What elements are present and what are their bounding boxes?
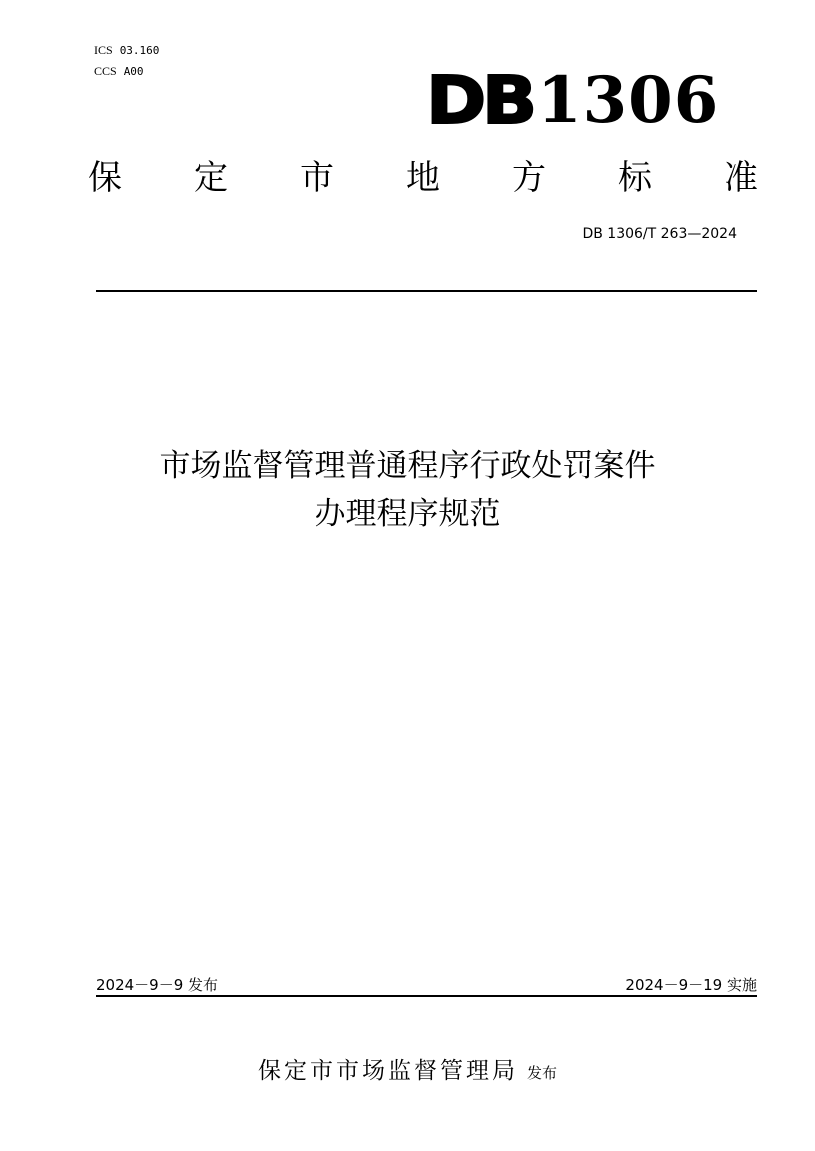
ics-row [94,40,159,61]
dates-row [96,974,757,995]
bottom-divider [96,995,757,997]
title-line-1: 市场监督管理普通程序行政处罚案件 [159,448,656,484]
publisher-suffix: 发布 [527,1064,558,1082]
ics-value: 03.160 [119,44,160,57]
standard-type-char: 准 [724,158,758,198]
standard-type-char: 定 [194,158,228,198]
logo-prefix: DB [426,61,533,139]
standard-type-char: 保 [88,158,122,198]
ccs-row [94,61,159,82]
ccs-value: A00 [123,65,144,78]
ics-label: ICS [94,43,113,57]
standard-type-char: 地 [406,158,440,198]
issue-date: 2024－9－9 发布 [96,976,219,994]
standard-type-char: 市 [300,158,334,198]
publisher-name: 保定市市场监督管理局 [257,1058,518,1084]
classification-codes [94,40,159,82]
standard-logo [426,60,719,140]
top-divider [96,290,757,292]
title-line-2: 办理程序规范 [314,496,501,532]
standard-type-char: 方 [512,158,546,198]
ccs-label: CCS [94,64,117,78]
document-number: DB 1306/T 263—2024 [582,226,737,242]
standard-type-heading [88,156,758,200]
standard-type-char: 标 [618,158,652,198]
implementation-date: 2024－9－19 实施 [625,976,757,994]
publisher [0,1052,815,1085]
document-title [0,442,815,538]
logo-code: 1306 [537,62,720,138]
